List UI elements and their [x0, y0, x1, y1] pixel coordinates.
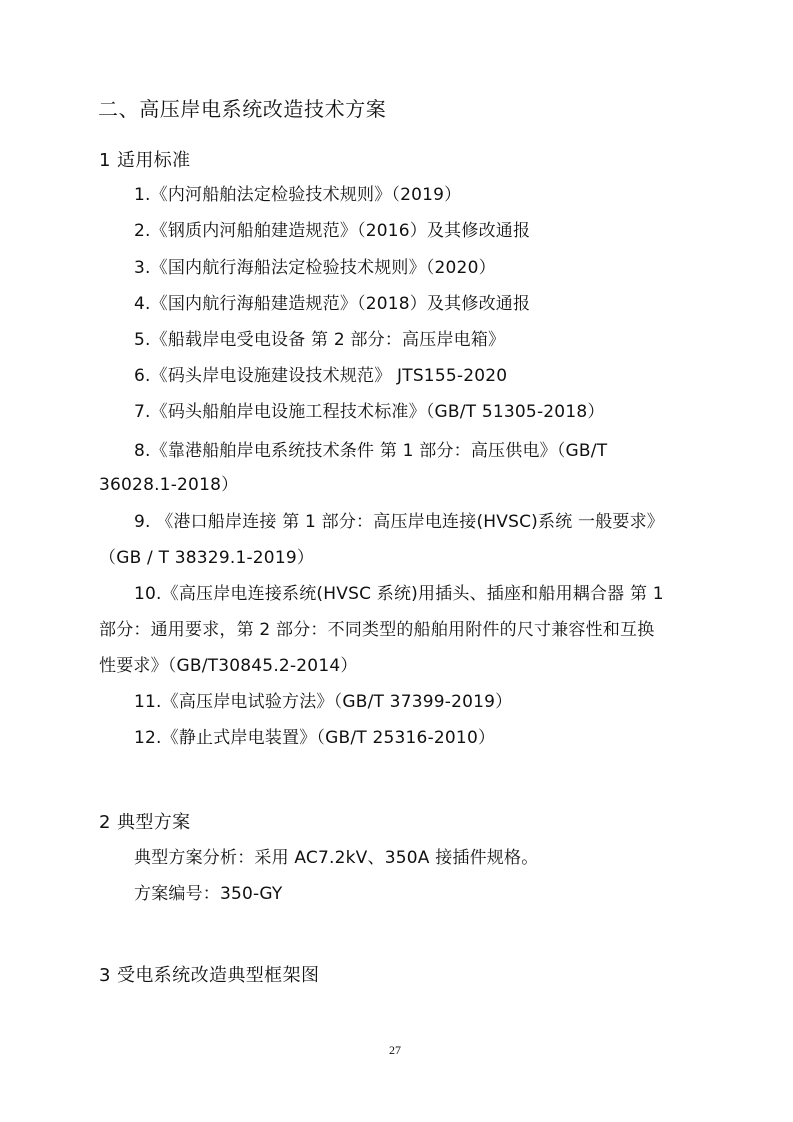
page-number: 27: [389, 1043, 401, 1057]
standard-item-10-line-2: 部分：通用要求，第 2 部分：不同类型的船舶用附件的尺寸兼容性和互换: [99, 620, 655, 640]
scheme-code: 方案编号：350-GY: [134, 884, 283, 904]
standard-item-1: 1.《内河船舶法定检验技术规则》（2019）: [134, 185, 462, 205]
standard-item-5: 5.《船载岸电受电设备 第 2 部分：高压岸电箱》: [134, 330, 506, 350]
standard-item-4: 4.《国内航行海船建造规范》（2018）及其修改通报: [134, 294, 531, 314]
scheme-analysis: 典型方案分析：采用 AC7.2kV、350A 接插件规格。: [134, 848, 539, 868]
standard-item-8-line-2: 36028.1-2018）: [99, 475, 239, 495]
standard-item-8-line-1: 8.《靠港船舶岸电系统技术条件 第 1 部分：高压供电》（GB/T: [134, 441, 608, 461]
standard-item-3: 3.《国内航行海船法定检验技术规则》（2020）: [134, 258, 496, 278]
section-3-heading: 3 受电系统改造典型框架图: [99, 965, 320, 986]
standard-item-10-line-3: 性要求》（GB/T30845.2-2014）: [99, 656, 358, 676]
main-title: 二、高压岸电系统改造技术方案: [98, 97, 387, 121]
standard-item-7: 7.《码头船舶岸电设施工程技术标准》（GB/T 51305-2018）: [134, 402, 605, 422]
standard-item-9-line-1: 9. 《港口船岸连接 第 1 部分：高压岸电连接(HVSC)系统 一般要求》: [134, 512, 664, 532]
section-1-heading: 1 适用标准: [99, 150, 191, 171]
standard-item-6: 6.《码头岸电设施建设技术规范》 JTS155-2020: [134, 366, 508, 386]
standard-item-11: 11.《高压岸电试验方法》（GB/T 37399-2019）: [134, 692, 513, 712]
standard-item-9-line-2: （GB / T 38329.1-2019）: [99, 548, 315, 568]
section-2-heading: 2 典型方案: [99, 812, 191, 833]
standard-item-12: 12.《静止式岸电装置》（GB/T 25316-2010）: [134, 728, 496, 748]
standard-item-2: 2.《钢质内河船舶建造规范》（2016）及其修改通报: [134, 221, 531, 241]
standard-item-10-line-1: 10.《高压岸电连接系统(HVSC 系统)用插头、插座和船用耦合器 第 1: [134, 584, 664, 604]
